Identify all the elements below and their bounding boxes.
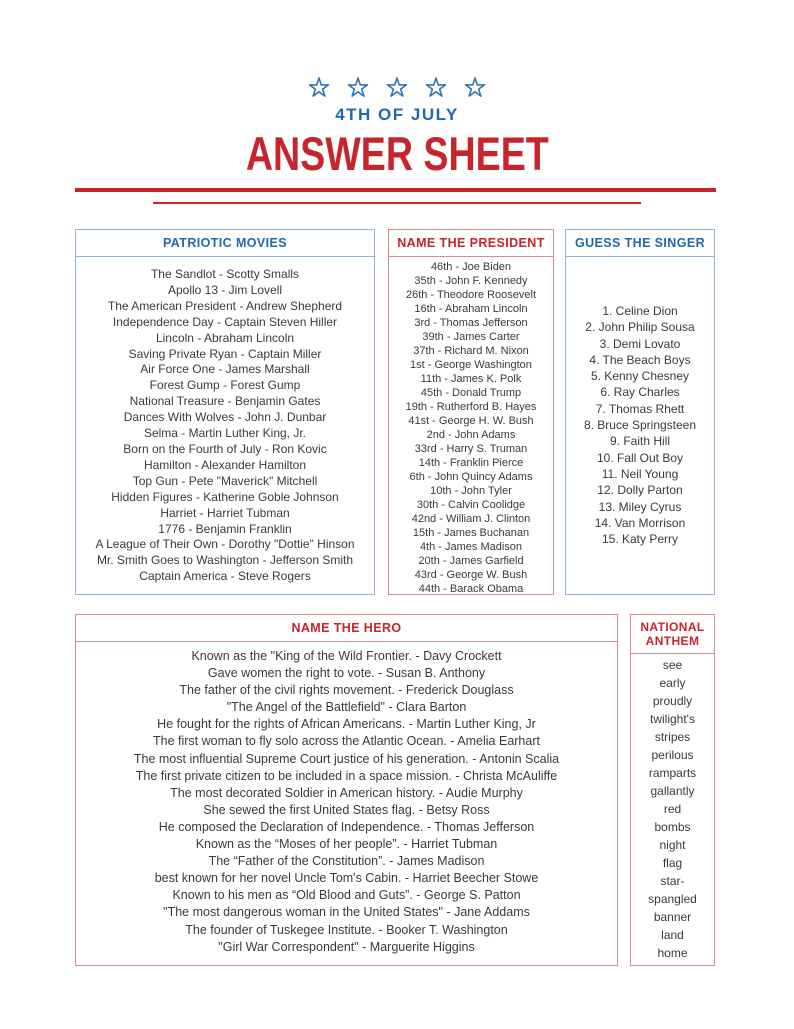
header-subtitle: 4TH OF JULY	[335, 105, 459, 124]
name-the-president-title: NAME THE PRESIDENT	[389, 230, 553, 257]
president-answer: 42nd - William J. Clinton	[411, 513, 531, 525]
president-answer: 37th - Richard M. Nixon	[413, 345, 529, 357]
singer-answer: 7. Thomas Rhett	[595, 401, 685, 416]
singer-answer: 3. Demi Lovato	[599, 336, 681, 351]
hero-answer: The first private citizen to be included in a space mission. - Christa McAuliffe	[135, 768, 558, 783]
section-name-the-hero	[75, 614, 618, 966]
anthem-word: stripes	[654, 730, 691, 744]
star-icon	[463, 76, 487, 100]
hero-answer: Known as the "King of the Wild Frontier. - Davy Crockett	[191, 649, 502, 663]
hero-answer: He composed the Declaration of Independence. - Thomas Jefferson	[158, 819, 535, 834]
divider-thick	[75, 188, 716, 192]
president-answer: 46th - Joe Biden	[430, 261, 512, 273]
president-answer: 16th - Abraham Lincoln	[414, 303, 528, 315]
president-answer: 33rd - Harry S. Truman	[414, 443, 528, 455]
guess-the-singer-title: GUESS THE SINGER	[566, 230, 714, 257]
page-title-text: ANSWER SHEET	[245, 127, 549, 180]
movie-answer: Independence Day - Captain Steven Hiller	[112, 314, 338, 329]
president-answer: 2nd - John Adams	[426, 429, 516, 441]
hero-answer: "The Angel of the Battlefield" - Clara Barton	[226, 700, 467, 715]
president-answer: 43rd - George W. Bush	[414, 569, 528, 581]
hero-answer: best known for her novel Uncle Tom's Cabin. - Harriet Beecher Stowe	[154, 871, 539, 886]
singer-answer: 1. Celine Dion	[602, 304, 678, 318]
hero-answer: The founder of Tuskegee Institute. - Booker T. Washington	[185, 922, 508, 937]
anthem-word: ramparts	[648, 766, 697, 780]
star-icon	[307, 76, 331, 100]
anthem-word: see	[662, 658, 683, 672]
hero-list	[76, 642, 617, 956]
singer-answer: 2. John Philip Sousa	[585, 320, 695, 335]
anthem-word: bombs	[654, 820, 691, 834]
star-row	[0, 76, 794, 100]
anthem-word: gallantly	[650, 784, 695, 798]
singer-answer: 12. Dolly Parton	[597, 483, 683, 498]
hero-answer: The “Father of the Constitution”. - James Madison	[208, 854, 485, 869]
singer-answer: 4. The Beach Boys	[589, 352, 691, 367]
movie-answer: Apollo 13 - Jim Lovell	[167, 282, 283, 297]
president-answer: 3rd - Thomas Jefferson	[414, 317, 528, 329]
hero-answer: The father of the civil rights movement. - Frederick Douglass	[179, 683, 514, 698]
singer-answer: 11. Neil Young	[601, 466, 679, 481]
section-name-the-president	[388, 229, 554, 595]
movie-answer: Forest Gump - Forest Gump	[149, 378, 301, 393]
singer-answer: 14. Van Morrison	[594, 515, 686, 530]
singer-answer: 15. Katy Perry	[601, 532, 679, 547]
singer-list	[566, 257, 714, 547]
hero-answer: She sewed the first United States flag. - Betsy Ross	[203, 802, 490, 817]
hero-answer: He fought for the rights of African Americans. - Martin Luther King, Jr	[157, 717, 536, 732]
president-answer: 26th - Theodore Roosevelt	[405, 289, 537, 301]
president-answer: 14th - Franklin Pierce	[418, 457, 524, 469]
president-answer: 15th - James Buchanan	[412, 527, 530, 539]
movie-answer: Air Force One - James Marshall	[140, 362, 310, 377]
movie-answer: A League of Their Own - Dorothy "Dottie" Hinson	[95, 537, 355, 552]
movie-answer: Selma - Martin Luther King, Jr.	[143, 426, 307, 441]
anthem-word: home	[657, 946, 688, 960]
hero-answer: Known to his men as “Old Blood and Guts”. - George S. Patton	[172, 888, 521, 903]
anthem-word: proudly	[652, 694, 693, 708]
star-icon	[385, 76, 409, 100]
president-answer: 44th - Barack Obama	[418, 583, 524, 595]
president-answer: 6th - John Quincy Adams	[409, 471, 533, 483]
movie-answer: Captain America - Steve Rogers	[139, 569, 311, 584]
president-answer: 10th - John Tyler	[430, 485, 512, 497]
divider-thin	[153, 202, 641, 204]
president-answer: 30th - Calvin Coolidge	[416, 499, 526, 511]
singer-answer: 10. Fall Out Boy	[596, 450, 684, 465]
anthem-word: flag	[662, 856, 683, 870]
star-icon	[346, 76, 370, 100]
movie-answer: Mr. Smith Goes to Washington - Jefferson Smith	[96, 553, 354, 568]
movie-answer: The Sandlot - Scotty Smalls	[150, 267, 300, 281]
anthem-word: banner	[653, 910, 692, 924]
singer-answer: 8. Bruce Springsteen	[583, 418, 697, 433]
movie-answer: Hamilton - Alexander Hamilton	[143, 457, 307, 472]
anthem-word: spangled	[648, 892, 697, 906]
hero-answer: The most decorated Soldier in American history. - Audie Murphy	[170, 785, 523, 800]
singer-answer: 6. Ray Charles	[600, 385, 680, 400]
president-answer: 11th - James K. Polk	[420, 373, 522, 385]
singer-answer: 5. Kenny Chesney	[590, 369, 690, 384]
hero-answer: "Girl War Correspondent" - Marguerite Higgins	[218, 939, 475, 954]
national-anthem-title: NATIONAL ANTHEM	[631, 615, 714, 654]
movie-answer: Hidden Figures - Katherine Goble Johnson	[111, 489, 339, 504]
anthem-word: star-	[660, 874, 685, 888]
president-answer: 20th - James Garfield	[418, 555, 524, 567]
movie-answer: Harriet - Harriet Tubman	[160, 505, 290, 520]
hero-answer: Known as the “Moses of her people”. - Harriet Tubman	[195, 837, 498, 852]
movie-answer: National Treasure - Benjamin Gates	[129, 394, 321, 409]
movie-answer: Lincoln - Abraham Lincoln	[155, 330, 295, 345]
anthem-word: twilight's	[650, 712, 695, 726]
president-answer: 4th - James Madison	[419, 541, 523, 553]
section-guess-the-singer	[565, 229, 715, 595]
president-answer: 35th - John F. Kennedy	[414, 275, 528, 287]
president-answer: 41st - George H. W. Bush	[408, 415, 534, 427]
anthem-word: red	[663, 802, 682, 816]
name-the-hero-title: NAME THE HERO	[76, 615, 617, 642]
patriotic-movies-title: PATRIOTIC MOVIES	[76, 230, 374, 257]
president-answer: 45th - Donald Trump	[420, 387, 522, 399]
movie-answer: The American President - Andrew Shepherd	[107, 298, 343, 313]
anthem-word-list	[631, 654, 714, 962]
president-answer: 1st - George Washington	[410, 359, 532, 371]
anthem-word: land	[661, 928, 684, 942]
hero-answer: The most influential Supreme Court justice of his generation. - Antonin Scalia	[133, 751, 560, 766]
singer-answer: 13. Miley Cyrus	[598, 499, 682, 514]
anthem-word: early	[659, 676, 686, 690]
president-list	[389, 257, 553, 596]
president-answer: 19th - Rutherford B. Hayes	[405, 401, 537, 413]
star-icon	[424, 76, 448, 100]
movie-answer: Top Gun - Pete "Maverick" Mitchell	[132, 473, 318, 488]
section-patriotic-movies	[75, 229, 375, 595]
hero-answer: "The most dangerous woman in the United States" - Jane Addams	[163, 905, 530, 920]
president-answer: 39th - James Carter	[422, 331, 520, 343]
anthem-word: perilous	[651, 748, 694, 762]
movie-answer: Born on the Fourth of July - Ron Kovic	[123, 441, 327, 456]
patriotic-movies-list	[76, 257, 374, 585]
page-title	[0, 126, 794, 181]
movie-answer: Saving Private Ryan - Captain Miller	[128, 346, 322, 361]
section-national-anthem	[630, 614, 715, 966]
singer-answer: 9. Faith Hill	[609, 434, 671, 449]
hero-answer: Gave women the right to vote. - Susan B. Anthony	[207, 666, 486, 681]
hero-answer: The first woman to fly solo across the Atlantic Ocean. - Amelia Earhart	[153, 734, 540, 749]
anthem-word: night	[659, 838, 686, 852]
movie-answer: 1776 - Benjamin Franklin	[158, 521, 292, 536]
movie-answer: Dances With Wolves - John J. Dunbar	[123, 410, 327, 425]
